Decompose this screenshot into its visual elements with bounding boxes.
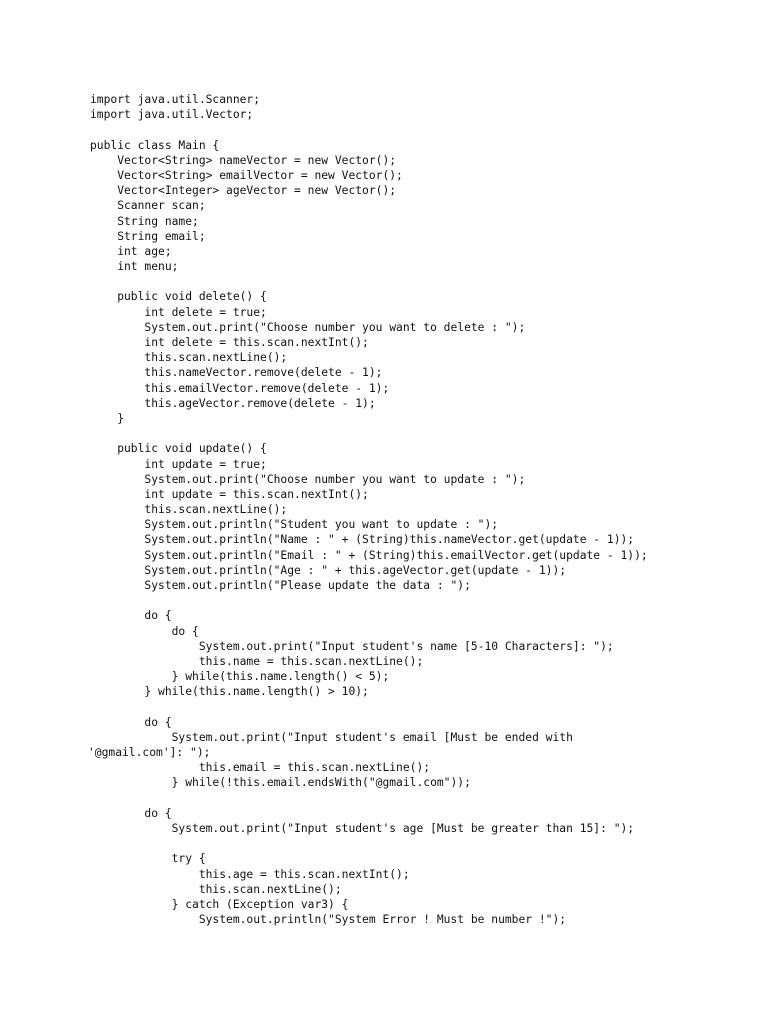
blank-line	[90, 274, 750, 289]
blank-line	[90, 122, 750, 137]
code-line: System.out.println("Student you want to update : ");	[90, 518, 499, 532]
blank-line	[90, 426, 750, 441]
code-line: this.scan.nextLine();	[90, 503, 288, 517]
code-line: } while(!this.email.endsWith("@gmail.com"));	[90, 776, 471, 790]
code-line: int delete = true;	[90, 305, 267, 319]
code-line: System.out.print("Choose number you want to update : ");	[90, 472, 526, 486]
code-line: System.out.println("System Error ! Must be number !");	[90, 913, 567, 927]
code-line: this.scan.nextLine();	[90, 351, 288, 365]
code-line: do {	[90, 624, 199, 638]
code-line: System.out.println("Please update the data : ");	[90, 579, 471, 592]
code-line: System.out.print("Choose number you want to delete : ");	[90, 320, 526, 334]
code-line: System.out.print("Input student's email [Must be ended with	[90, 730, 573, 744]
code-line: } catch (Exception var3) {	[90, 897, 349, 911]
code-line: int update = true;	[90, 457, 267, 471]
code-line: import java.util.Vector;	[90, 108, 254, 122]
code-line: do {	[90, 806, 172, 820]
blank-line	[90, 836, 750, 851]
code-line: public void delete() {	[90, 290, 267, 304]
code-line: this.ageVector.remove(delete - 1);	[90, 396, 376, 410]
blank-line	[90, 700, 750, 715]
code-line: String email;	[90, 229, 206, 243]
code-line: try {	[90, 852, 206, 866]
code-line: this.email = this.scan.nextLine();	[90, 761, 431, 775]
code-line: } while(this.name.length() > 10);	[90, 685, 369, 699]
code-line: this.scan.nextLine();	[90, 882, 342, 896]
code-line: System.out.print("Input student's age [Must be greater than 15]: ");	[90, 822, 635, 835]
code-line: System.out.println("Age : " + this.ageVector.get(update - 1));	[90, 563, 567, 577]
code-line: Vector<String> emailVector = new Vector();	[90, 168, 403, 182]
code-line: int delete = this.scan.nextInt();	[90, 336, 369, 349]
code-line: }	[90, 411, 125, 425]
code-line: } while(this.name.length() < 5);	[90, 670, 390, 684]
code-line: System.out.println("Email : " + (String)this.emailVector.get(update - 1));	[90, 548, 648, 562]
code-line: public class Main {	[90, 138, 220, 152]
code-line: Scanner scan;	[90, 199, 206, 213]
code-line: this.name = this.scan.nextLine();	[90, 654, 424, 668]
code-line: System.out.println("Name : " + (String)this.nameVector.get(update - 1));	[90, 533, 635, 547]
code-line: do {	[90, 609, 172, 623]
code-line: import java.util.Scanner;	[90, 93, 261, 106]
code-line: System.out.print("Input student's name [5-10 Characters]: ");	[90, 639, 614, 653]
code-line: int age;	[90, 244, 172, 258]
code-line: Vector<String> nameVector = new Vector();	[90, 153, 397, 167]
blank-line	[90, 593, 750, 608]
code-line: public void update() {	[90, 442, 267, 456]
code-line: this.emailVector.remove(delete - 1);	[90, 381, 390, 395]
code-line: String name;	[90, 214, 199, 228]
source-code-listing	[90, 92, 750, 927]
code-line: int menu;	[90, 260, 179, 274]
blank-line	[90, 791, 750, 806]
code-line: int update = this.scan.nextInt();	[90, 487, 369, 501]
code-line: Vector<Integer> ageVector = new Vector();	[90, 184, 397, 198]
code-line: do {	[90, 715, 172, 729]
code-line: this.age = this.scan.nextInt();	[90, 867, 410, 881]
code-line: '@gmail.com']: ");	[88, 746, 211, 760]
code-line: this.nameVector.remove(delete - 1);	[90, 366, 383, 380]
